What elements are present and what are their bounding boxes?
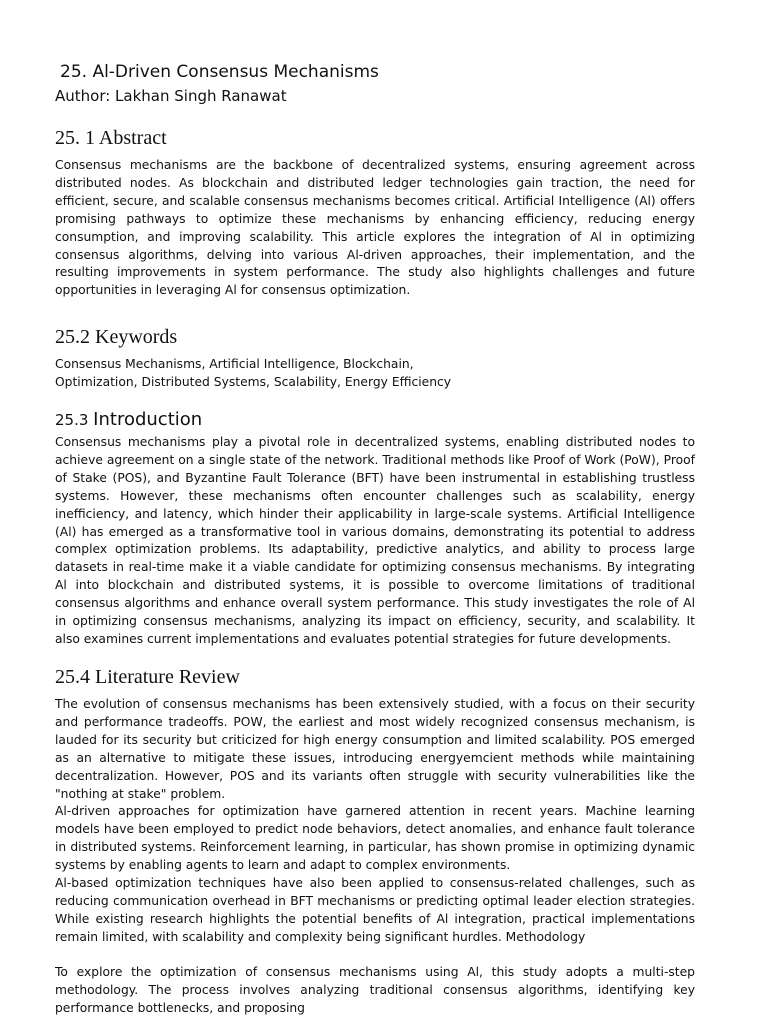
- keywords-heading: 25.2 Keywords: [55, 326, 178, 348]
- keywords-list: [55, 356, 695, 392]
- literature-review-heading: 25.4 Literature Review: [55, 666, 240, 688]
- introduction-heading-number: 25.3: [55, 411, 94, 429]
- literature-review-paragraph-3: Al-based optimization techniques have also been applied to consensus-related challenges, such as reducing communication overhead in BFT mechanisms or predicting optimal leader election strategies. While existing research highlights the potential benefits of Al integration, practical implementations remain limited, with scalability and complexity being significant hurdles. Methodology: [55, 876, 695, 944]
- methodology-paragraph: To explore the optimization of consensus mechanisms using Al, this study adopts a multi-step methodology. The process involves analyzing traditional consensus algorithms, identifying key performance bottlenecks, and proposing: [55, 965, 695, 1015]
- literature-review-paragraph-2: Al-driven approaches for optimization have garnered attention in recent years. Machine learning models have been employed to predict node behaviors, detect anomalies, and enhance fault tolerance in distributed systems. Reinforcement learning, in particular, has shown promise in optimizing dynamic systems by enabling agents to learn and adapt to complex environments.: [55, 804, 695, 872]
- abstract-heading: 25. 1 Abstract: [55, 127, 167, 149]
- abstract-paragraph: Consensus mechanisms are the backbone of decentralized systems, ensuring agreement across distributed nodes. As blockchain and distributed ledger technologies gain traction, the need for efficient, secure, and scalable consensus mechanisms becomes critical. Artificial Intelligence (Al) offers promising pathways to optimize these mechanisms by enhancing efficiency, reducing energy consumption, and improving scalability. This article explores the integration of Al in optimizing consensus algorithms, delving into various Al-driven approaches, their implementation, and the resulting improvements in system performance. The study also highlights challenges and future opportunities in leveraging Al for consensus optimization.: [55, 158, 695, 298]
- keywords-line-1: Consensus Mechanisms, Artificial Intelligence, Blockchain,: [55, 357, 414, 371]
- introduction-heading-text: Introduction: [93, 409, 203, 430]
- introduction-paragraph: Consensus mechanisms play a pivotal role in decentralized systems, enabling distributed nodes to achieve agreement on a single state of the network. Traditional methods like Proof of Work (PoW), Proof of Stake (POS), and Byzantine Fault Tolerance (BFT) have been instrumental in establishing trustless systems. However, these mechanisms often encounter challenges such as scalability, energy inefficiency, and latency, which hinder their applicability in large-scale systems. Artificial Intelligence (Al) has emerged as a transformative tool in various domains, demonstrating its potential to address complex optimization problems. Its adaptability, predictive analytics, and ability to process large datasets in real-time make it a viable candidate for optimizing consensus mechanisms. By integrating Al into blockchain and distributed systems, it is possible to overcome limitations of traditional consensus algorithms and enhance overall system performance. This study investigates the role of Al in optimizing consensus mechanisms, analyzing its impact on efficiency, security, and scalability. It also examines current implementations and evaluates potential strategies for future developments.: [55, 435, 695, 646]
- keywords-line-2: Optimization, Distributed Systems, Scalability, Energy Efficiency: [55, 374, 452, 389]
- document-author: Author: Lakhan Singh Ranawat: [55, 87, 287, 105]
- introduction-heading: [55, 409, 202, 431]
- literature-review-paragraph-1: The evolution of consensus mechanisms has been extensively studied, with a focus on their security and performance tradeoffs. POW, the earliest and most widely recognized consensus mechanism, is lauded for its security but criticized for high energy consumption and limited scalability. POS emerged as an alternative to mitigate these issues, introducing energyemcient methods while maintaining decentralization. However, POS and its variants often struggle with security vulnerabilities like the "nothing at stake" problem.: [55, 697, 695, 801]
- document-title: 25. Al-Driven Consensus Mechanisms: [60, 62, 379, 82]
